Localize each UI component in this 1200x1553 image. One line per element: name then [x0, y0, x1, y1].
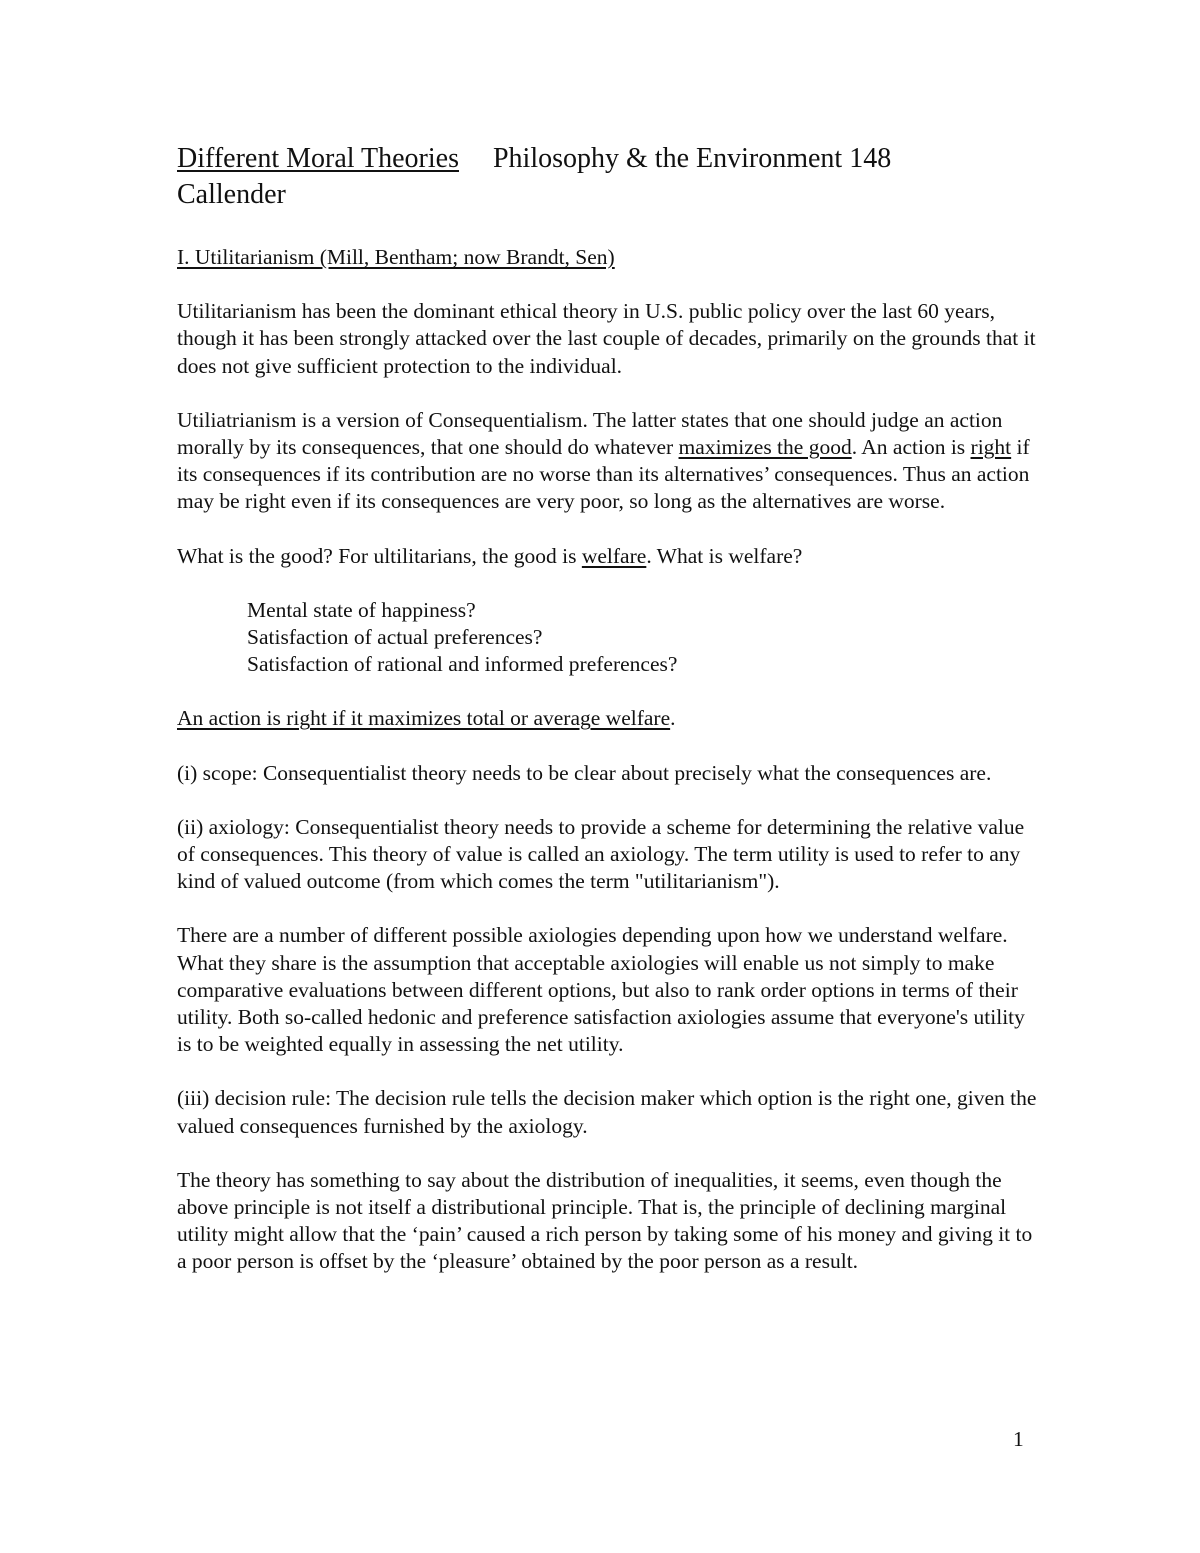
paragraph-distribution: The theory has something to say about the distribution of inequalities, it seems, even though the above principle is not itself a distributional principle. That is, the principle of declining marginal utility might allow that the ‘pain’ caused a rich person by taking some of his money and giving it to a poor person is offset by the ‘pleasure’ obtained by the poor person as a result.: [177, 1167, 1033, 1274]
document-title-line: [177, 141, 1037, 213]
paragraph-principle: An action is right if it maximizes total or average welfare.: [177, 706, 676, 731]
principle-statement: An action is right if it maximizes total or average welfare: [177, 706, 671, 731]
paragraph-decision-rule: (iii) decision rule: The decision rule tells the decision maker which option is the right one, given the valued consequences furnished by the axiology.: [177, 1086, 1037, 1138]
page-number: 1: [1013, 1427, 1024, 1451]
list-item: Satisfaction of actual preferences?: [247, 625, 543, 650]
paragraph-consequentialism: Utiliatrianism is a version of Consequentialism. The latter states that one should judge an action morally by its consequences, that one should do whatever maximizes the good. An action is right if its consequences if its contribution are no worse than its alternatives’ consequences. Thus an action may be right even if its consequences are very poor, so long as the alternatives are worse.: [177, 407, 1030, 514]
course-name: Philosophy & the Environment 148: [492, 143, 892, 174]
term-maximizes-the-good: maximizes the good: [678, 435, 852, 460]
paragraph-axiology: (ii) axiology: Consequentialist theory needs to provide a scheme for determining the relative value of consequences. This theory of value is called an axiology. The term utility is used to refer to any kind of valued outcome (from which comes the term "utilitarianism").: [177, 814, 1025, 894]
term-welfare: welfare: [581, 543, 647, 568]
section-heading-utilitarianism: I. Utilitarianism (Mill, Bentham; now Brandt, Sen): [177, 245, 615, 269]
paragraph-scope: (i) scope: Consequentialist theory needs to be clear about precisely what the consequences are.: [177, 760, 992, 785]
term-right: right: [970, 435, 1012, 460]
paragraph-dominant-theory: Utilitarianism has been the dominant ethical theory in U.S. public policy over the last 60 years, though it has been strongly attacked over the last couple of decades, primarily on the grounds that it does not give sufficient protection to the individual.: [177, 299, 1036, 378]
list-item: Mental state of happiness?: [247, 597, 476, 622]
document-body: [177, 141, 1037, 1276]
welfare-options-list: [177, 597, 1037, 679]
document-title: Different Moral Theories: [177, 143, 459, 174]
author-name: Callender: [177, 179, 286, 210]
paragraph-what-is-good: What is the good? For ultilitarians, the good is welfare. What is welfare?: [177, 543, 803, 568]
list-item: Satisfaction of rational and informed preferences?: [247, 652, 678, 677]
paragraph-axiologies: There are a number of different possible axiologies depending upon how we understand welfare. What they share is the assumption that acceptable axiologies will enable us not simply to make comparative evaluations between different options, but also to rank order options in terms of their utility. Both so-called hedonic and preference satisfaction axiologies assume that everyone's utility is to be weighted equally in assessing the net utility.: [177, 923, 1025, 1057]
